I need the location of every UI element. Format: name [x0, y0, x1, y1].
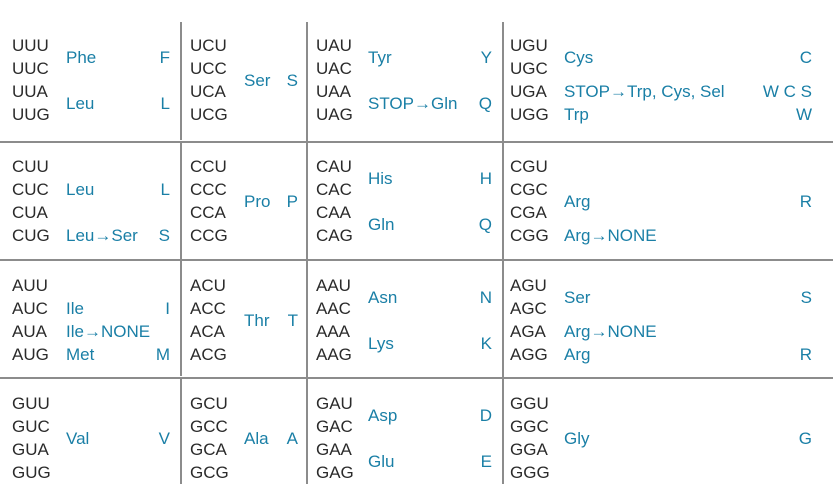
codon-GAA: GAA: [316, 440, 352, 459]
amino-acid-code: S: [286, 70, 298, 90]
amino-acid-name: STOP→Trp, Cys, Sel: [564, 82, 725, 101]
codon-CGC: CGC: [510, 180, 548, 199]
codon-AAA: AAA: [316, 322, 351, 341]
codon-UGG: UGG: [510, 105, 549, 124]
codon-CGU: CGU: [510, 157, 548, 176]
amino-acid-code: D: [479, 405, 492, 425]
codon-GCC: GCC: [190, 417, 228, 436]
amino-acid-name: Arg: [564, 345, 591, 364]
codon-CUC: CUC: [12, 180, 49, 199]
codon-GUC: GUC: [12, 417, 50, 436]
amino-acid-code: I: [165, 299, 170, 318]
amino-acid-name: Asp: [368, 405, 398, 425]
codon-GGA: GGA: [510, 440, 548, 459]
codon-CCG: CCG: [190, 226, 228, 245]
codon-CAC: CAC: [316, 180, 352, 199]
codon-UAU: UAU: [316, 36, 352, 55]
row-divider: [0, 377, 833, 379]
amino-acid-name: Ser: [244, 70, 271, 90]
amino-acid-name: STOP→Gln: [368, 93, 458, 113]
amino-acid-code: T: [287, 310, 298, 330]
codon-UCC: UCC: [190, 59, 227, 78]
amino-acid-code: Y: [480, 47, 492, 67]
amino-acid-name: Leu→Ser: [66, 226, 138, 245]
amino-acid-code: L: [160, 180, 170, 199]
codon-UGU: UGU: [510, 36, 548, 55]
codon-GAU: GAU: [316, 394, 353, 413]
amino-acid-code: W: [795, 105, 812, 124]
amino-acid-code: P: [286, 191, 298, 211]
codon-UUA: UUA: [12, 82, 48, 101]
codon-CCU: CCU: [190, 157, 227, 176]
codon-AAG: AAG: [316, 345, 352, 364]
amino-acid-code: R: [799, 345, 812, 364]
codon-UGA: UGA: [510, 82, 547, 101]
codon-CAG: CAG: [316, 226, 353, 245]
codon-CUA: CUA: [12, 203, 48, 222]
codon-UUG: UUG: [12, 105, 50, 124]
codon-UAG: UAG: [316, 105, 353, 124]
amino-acid-name: Leu: [66, 180, 95, 199]
column-divider: [502, 22, 504, 484]
amino-acid-code: W C S: [762, 82, 812, 101]
codon-CAU: CAU: [316, 157, 352, 176]
codon-CUU: CUU: [12, 157, 49, 176]
codon-AUG: AUG: [12, 345, 49, 364]
amino-acid-name: Glu: [368, 451, 395, 471]
codon-AGA: AGA: [510, 322, 546, 341]
amino-acid-code: N: [479, 287, 492, 307]
codon-CGG: CGG: [510, 226, 549, 245]
row-divider: [0, 141, 833, 143]
codon-CCC: CCC: [190, 180, 227, 199]
codon-CGA: CGA: [510, 203, 547, 222]
codon-AAC: AAC: [316, 299, 351, 318]
codon-GCG: GCG: [190, 463, 229, 482]
amino-acid-name: His: [368, 168, 393, 188]
codon-ACG: ACG: [190, 345, 227, 364]
codon-CCA: CCA: [190, 203, 226, 222]
codon-AUC: AUC: [12, 299, 48, 318]
codon-AGG: AGG: [510, 345, 548, 364]
codon-UCA: UCA: [190, 82, 226, 101]
amino-acid-name: Gln: [368, 214, 395, 234]
row-divider: [0, 259, 833, 261]
codon-ACA: ACA: [190, 322, 225, 341]
amino-acid-name: Arg: [564, 191, 591, 211]
codon-GGC: GGC: [510, 417, 549, 436]
codon-UAC: UAC: [316, 59, 352, 78]
amino-acid-name: Gly: [564, 428, 590, 448]
amino-acid-name: Ile: [66, 299, 84, 318]
column-divider: [180, 22, 182, 140]
amino-acid-name: Phe: [66, 47, 97, 67]
codon-AGC: AGC: [510, 299, 547, 318]
codon-AAU: AAU: [316, 276, 351, 295]
amino-acid-code: S: [158, 226, 170, 245]
codon-GUU: GUU: [12, 394, 50, 413]
column-divider: [180, 379, 182, 484]
amino-acid-code: H: [479, 168, 492, 188]
codon-UAA: UAA: [316, 82, 351, 101]
amino-acid-code: C: [799, 47, 812, 67]
amino-acid-code: S: [800, 287, 812, 307]
amino-acid-name: Pro: [244, 191, 271, 211]
codon-GAG: GAG: [316, 463, 354, 482]
codon-GGU: GGU: [510, 394, 549, 413]
codon-UUC: UUC: [12, 59, 49, 78]
codon-AUA: AUA: [12, 322, 47, 341]
amino-acid-name: Met: [66, 345, 95, 364]
codon-ACC: ACC: [190, 299, 226, 318]
codon-CUG: CUG: [12, 226, 50, 245]
amino-acid-name: Ile→NONE: [66, 322, 151, 341]
codon-GAC: GAC: [316, 417, 353, 436]
amino-acid-code: A: [286, 428, 298, 448]
amino-acid-code: Q: [478, 214, 492, 234]
amino-acid-name: Arg→NONE: [564, 322, 657, 341]
amino-acid-code: F: [159, 47, 170, 67]
codon-GGG: GGG: [510, 463, 550, 482]
amino-acid-code: L: [160, 93, 170, 113]
codon-GCU: GCU: [190, 394, 228, 413]
amino-acid-name: Leu: [66, 93, 95, 113]
amino-acid-code: K: [480, 333, 492, 353]
column-divider: [306, 22, 308, 484]
amino-acid-name: Arg→NONE: [564, 226, 657, 245]
amino-acid-name: Tyr: [368, 47, 392, 67]
codon-UUU: UUU: [12, 36, 49, 55]
amino-acid-name: Val: [66, 428, 90, 448]
codon-AUU: AUU: [12, 276, 48, 295]
codon-AGU: AGU: [510, 276, 547, 295]
codon-GUG: GUG: [12, 463, 51, 482]
amino-acid-name: Ala: [244, 428, 269, 448]
amino-acid-name: Ser: [564, 287, 591, 307]
amino-acid-name: Cys: [564, 47, 594, 67]
amino-acid-code: R: [799, 191, 812, 211]
amino-acid-name: Lys: [368, 333, 394, 353]
codon-UGC: UGC: [510, 59, 548, 78]
codon-CAA: CAA: [316, 203, 351, 222]
amino-acid-name: Thr: [244, 310, 270, 330]
codon-ACU: ACU: [190, 276, 226, 295]
amino-acid-code: G: [798, 428, 812, 448]
amino-acid-code: E: [480, 451, 492, 471]
codon-GUA: GUA: [12, 440, 49, 459]
amino-acid-name: Trp: [564, 105, 589, 124]
amino-acid-code: Q: [478, 93, 492, 113]
amino-acid-name: Asn: [368, 287, 398, 307]
codon-GCA: GCA: [190, 440, 227, 459]
codon-UCG: UCG: [190, 105, 228, 124]
amino-acid-code: V: [158, 428, 170, 448]
codon-UCU: UCU: [190, 36, 227, 55]
amino-acid-code: M: [155, 345, 170, 364]
